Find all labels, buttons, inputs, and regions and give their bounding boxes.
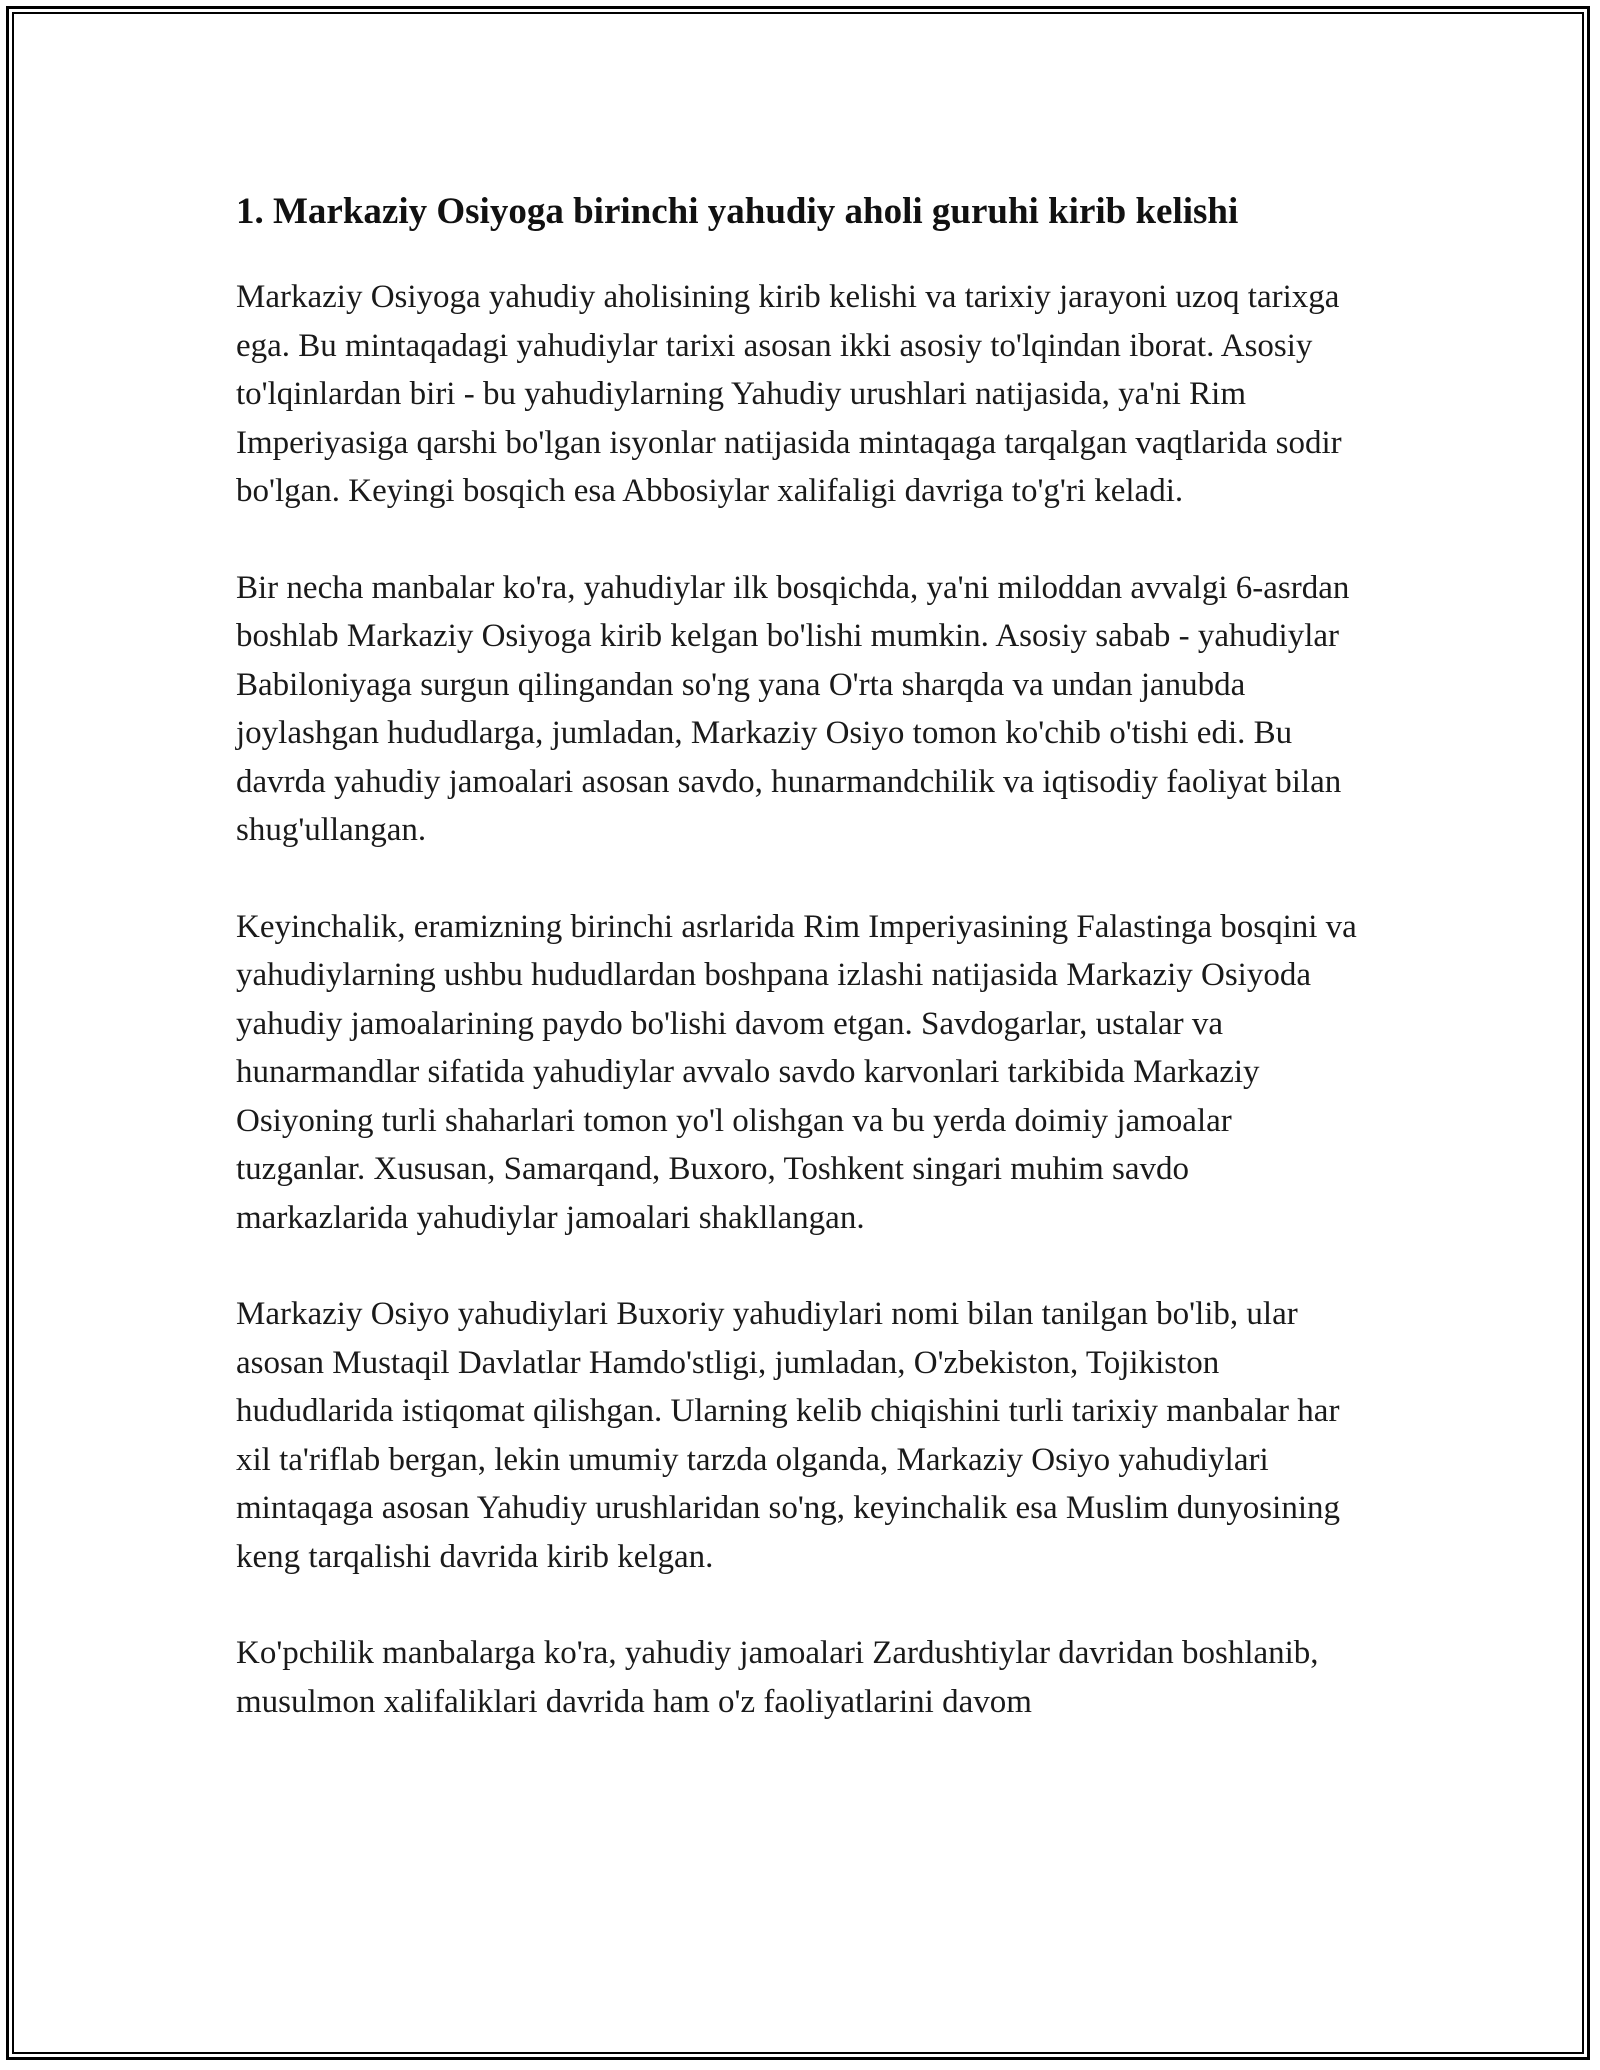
document-body <box>236 184 1366 1774</box>
paragraph-2: Bir necha manbalar ko'ra, yahudiylar ilk bosqichda, ya'ni miloddan avvalgi 6-asrdan boshlab Markaziy Osiyoga kirib kelgan bo'lishi mumkin. Asosiy sabab - yahudiylar Babiloniyaga surgun qilingandan so'ng yana O'rta sharqda va undan janubda joylashgan hududlarga, jumladan, Markaziy Osiyo tomon ko'chib o'tishi edi. Bu davrda yahudiy jamoalari asosan savdo, hunarmandchilik va iqtisodiy faoliyat bilan shug'ullangan. <box>236 569 1350 848</box>
paragraph-1: Markaziy Osiyoga yahudiy aholisining kirib kelishi va tarixiy jarayoni uzoq tarixga ega. Bu mintaqadagi yahudiylar tarixi asosan ikki asosiy to'lqindan iborat. Asosiy to'lqinlardan biri - bu yahudiylarning Yahudiy urushlari natijasida, ya'ni Rim Imperiyasiga qarshi bo'lgan isyonlar natijasida mintaqaga tarqalgan vaqtlarida sodir bo'lgan. Keyingi bosqich esa Abbosiylar xalifaligi davriga to'g'ri keladi. <box>236 279 1342 509</box>
paragraph-4: Markaziy Osiyo yahudiylari Buxoriy yahudiylari nomi bilan tanilgan bo'lib, ular asosan Mustaqil Davlatlar Hamdo'stligi, jumladan, O'zbekiston, Tojikiston hududlarida istiqomat qilishgan. Ularning kelib chiqishini turli tarixiy manbalar har xil ta'riflab bergan, lekin umumiy tarzda olganda, Markaziy Osiyo yahudiylari mintaqaga asosan Yahudiy urushlaridan so'ng, keyinchalik esa Muslim dunyosining keng tarqalishi davrida kirib kelgan. <box>236 1296 1340 1575</box>
section-heading: 1. Markaziy Osiyoga birinchi yahudiy aholi guruhi kirib kelishi <box>236 191 1239 232</box>
paragraph-5: Ko'pchilik manbalarga ko'ra, yahudiy jamoalari Zardushtiylar davridan boshlanib, musulmon xalifaliklari davrida ham o'z faoliyatlarini davom <box>236 1635 1319 1720</box>
paragraph-3: Keyinchalik, eramizning birinchi asrlarida Rim Imperiyasining Falastinga bosqini va yahudiylarning ushbu hududlardan boshpana izlashi natijasida Markaziy Osiyoda yahudiy jamoalarining paydo bo'lishi davom etgan. Savdogarlar, ustalar va hunarmandlar sifatida yahudiylar avvalo savdo karvonlari tarkibida Markaziy Osiyoning turli shaharlari tomon yo'l olishgan va bu yerda doimiy jamoalar tuzganlar. Xususan, Samarqand, Buxoro, Toshkent singari muhim savdo markazlarida yahudiylar jamoalari shakllangan. <box>236 908 1357 1236</box>
